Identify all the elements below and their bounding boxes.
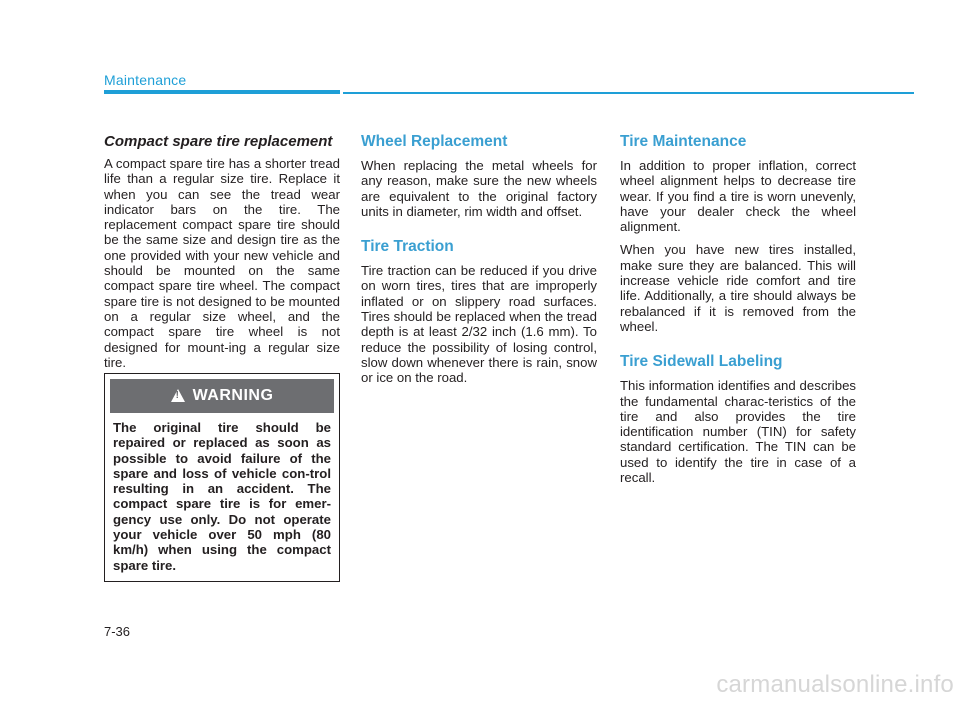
- warning-box: [104, 373, 340, 582]
- warning-label: WARNING: [192, 387, 274, 404]
- compact-spare-body: A compact spare tire has a shorter tread life than a regular size tire. Replace it when you can see the tread wear indicator bars on the tire. The replacement compact spare tire should be the same size and design tire as the one provided with your new vehicle and should be mounted on the same compact spare tire wheel. The compact spare tire is not designed to be mounted on a regular size wheel, and the compact spare tire wheel is not designed for mount-ing a regular size tire.: [104, 156, 340, 370]
- column-maintenance-labeling: [620, 132, 856, 493]
- watermark: carmanualsonline.info: [716, 671, 954, 698]
- tire-maintenance-paragraph-1: In addition to proper inflation, correct wheel alignment helps to decrease tire wear. If you find a tire is worn unevenly, have your dealer check the wheel alignment.: [620, 158, 856, 235]
- tire-maintenance-heading: Tire Maintenance: [620, 133, 747, 150]
- column-compact-spare: [104, 132, 340, 378]
- wheel-replacement-heading: Wheel Replacement: [361, 133, 508, 150]
- tire-sidewall-heading: Tire Sidewall Labeling: [620, 353, 783, 371]
- warning-triangle-icon: [171, 389, 185, 402]
- page-number: 7-36: [104, 624, 131, 639]
- header-accent-bar: [104, 90, 340, 94]
- warning-banner: [110, 379, 334, 413]
- header-rule: [343, 92, 914, 94]
- section-header-title: Maintenance: [104, 72, 187, 88]
- wheel-replacement-body: When replacing the metal wheels for any reason, make sure the new wheels are equivalent to the original factory units in diameter, rim width and offset.: [361, 158, 597, 219]
- compact-spare-subhead: Compact spare tire replacement: [104, 133, 333, 150]
- column-wheel-traction: [361, 132, 597, 394]
- tire-maintenance-paragraph-2: When you have new tires installed, make sure they are balanced. This will increase vehicle ride comfort and tire life. Additionally, a tire should always be rebalanced if it is removed from the wheel.: [620, 242, 856, 334]
- warning-text: The original tire should be repaired or replaced as soon as possible to avoid failure of the spare and loss of vehicle con-trol resulting in an accident. The compact spare tire is for emer-gency use only. Do not operate your vehicle over 50 mph (80 km/h) when using the compact spare tire.: [113, 420, 331, 573]
- tire-traction-heading: Tire Traction: [361, 238, 454, 256]
- tire-sidewall-paragraph: This information identifies and describes the fundamental charac-teristics of the tire and also provides the tire identification number (TIN) for safety standard certification. The TIN can be used to identify the tire in case of a recall.: [620, 378, 856, 486]
- tire-traction-body: Tire traction can be reduced if you drive on worn tires, tires that are improperly inflated or on slippery road surfaces. Tires should be replaced when the tread depth is at least 2/32 inch (1.6 mm). To reduce the possibility of losing control, slow down whenever there is rain, snow or ice on the road.: [361, 263, 597, 386]
